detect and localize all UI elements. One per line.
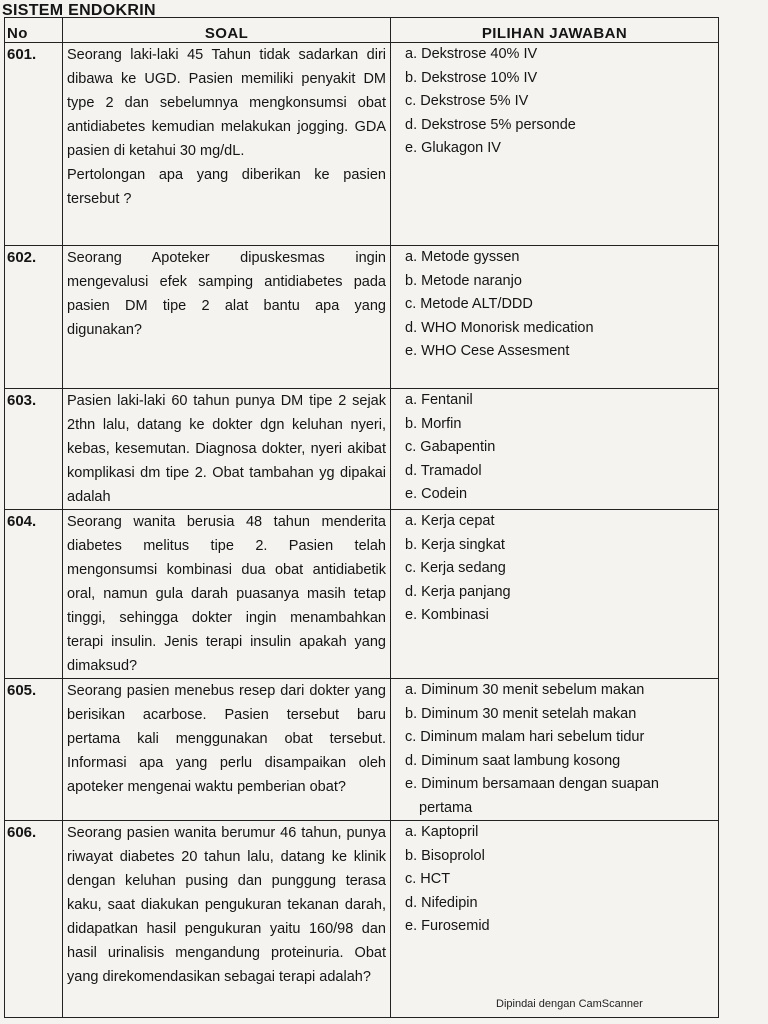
question-cell (63, 510, 391, 679)
question-cell (63, 821, 391, 1018)
table-row (5, 246, 719, 389)
page-title: SISTEM ENDOKRIN (2, 2, 156, 19)
option: e. Furosemid (405, 918, 490, 934)
option: a. Metode gyssen (405, 249, 520, 265)
question-text: Seorang wanita berusia 48 tahun menderita diabetes melitus tipe 2. Pasien telah mengonsumsi kombinasi dua obat antidiabetik oral, namun gula darah puasanya masih tetap tinggi, sehingga dokter ingin menambahkan terapi insulin. Jenis terapi insulin apakah yang dimaksud? (67, 514, 386, 674)
table-row (5, 389, 719, 510)
question-text: Seorang Apoteker dipuskesmas ingin mengevalusi efek samping antidiabetes pada pasien DM tipe 2 alat bantu apa yang digunakan? (67, 250, 386, 338)
table-row (5, 510, 719, 679)
option: e. Codein (405, 486, 468, 502)
answer-options (391, 510, 719, 679)
question-number: 602. (5, 246, 63, 389)
option: b. Kerja singkat (405, 536, 505, 553)
option: d. Nifedipin (405, 894, 478, 911)
question-text: Seorang laki-laki 45 Tahun tidak sadarkan diri dibawa ke UGD. Pasien memiliki penyakit DM type 2 dan sebelumnya mengkonsumsi obat antidiabetes kemudian melakukan jogging. GDA pasien di ketahui 30 mg/dL. (67, 47, 386, 159)
option: d. WHO Monorisk medication (405, 319, 594, 336)
option: c. HCT (405, 871, 451, 887)
header-no: No (5, 18, 63, 43)
scanner-watermark: Dipindai dengan CamScanner (496, 998, 643, 1010)
question-number: 604. (5, 510, 63, 679)
question-cell (63, 43, 391, 246)
option: a. Kaptopril (405, 824, 479, 840)
option-continuation: pertama (419, 799, 473, 816)
option: b. Metode naranjo (405, 272, 522, 289)
question-text: Seorang pasien wanita berumur 46 tahun, punya riwayat diabetes 20 tahun lalu, datang ke klinik dengan keluhan pusing dan punggung terasa kaku, saat diakukan pengukuran tekanan darah, didapatkan hasil pengukuran yaitu 160/98 dan hasil urinalisis mengandung proteinuria. Obat yang direkomendasikan sebagai terapi adalah? (67, 825, 386, 985)
answer-options (391, 389, 719, 510)
question-cell (63, 389, 391, 510)
answer-options (391, 821, 719, 1018)
table-row (5, 821, 719, 1018)
option: e. WHO Cese Assesment (405, 343, 570, 359)
option: d. Tramadol (405, 462, 482, 479)
table-header-row (5, 18, 719, 43)
option: c. Gabapentin (405, 439, 496, 455)
option: c. Metode ALT/DDD (405, 296, 533, 312)
question-cell (63, 679, 391, 821)
option: b. Diminum 30 menit setelah makan (405, 705, 637, 722)
question-number: 606. (5, 821, 63, 1018)
question-table (4, 17, 719, 1018)
answer-options (391, 43, 719, 246)
option: b. Dekstrose 10% IV (405, 69, 538, 86)
option: a. Dekstrose 40% IV (405, 46, 538, 62)
header-answers: PILIHAN JAWABAN (391, 18, 719, 43)
question-text: Pasien laki-laki 60 tahun punya DM tipe 2 sejak 2thn lalu, datang ke dokter dgn keluhan nyeri, kebas, kesemutan. Diagnosa dokter, nyeri akibat komplikasi dm tipe 2. Obat tambahan yg dipakai adalah (67, 393, 386, 505)
option: c. Diminum malam hari sebelum tidur (405, 729, 645, 745)
option: a. Kerja cepat (405, 513, 495, 529)
option: c. Dekstrose 5% IV (405, 93, 529, 109)
option: a. Diminum 30 menit sebelum makan (405, 682, 645, 698)
option: d. Kerja panjang (405, 583, 511, 600)
option: b. Bisoprolol (405, 847, 485, 864)
option: b. Morfin (405, 415, 462, 432)
table-row (5, 43, 719, 246)
answer-options (391, 679, 719, 821)
option: e. Diminum bersamaan dengan suapan (405, 776, 659, 792)
table-row (5, 679, 719, 821)
header-question: SOAL (63, 18, 391, 43)
question-cell (63, 246, 391, 389)
option: e. Glukagon IV (405, 140, 501, 156)
question-number: 601. (5, 43, 63, 246)
answer-options (391, 246, 719, 389)
question-text: Seorang pasien menebus resep dari dokter yang berisikan acarbose. Pasien tersebut baru pertama kali menggunakan obat tersebut. Informasi apa yang perlu disampaikan oleh apoteker mengenai waktu pemberian obat? (67, 683, 386, 795)
question-prompt: Pertolongan apa yang diberikan ke pasien tersebut ? (67, 167, 386, 207)
option: d. Diminum saat lambung kosong (405, 752, 621, 769)
option: a. Fentanil (405, 392, 473, 408)
option: c. Kerja sedang (405, 560, 506, 576)
option: e. Kombinasi (405, 607, 489, 623)
question-number: 603. (5, 389, 63, 510)
question-number: 605. (5, 679, 63, 821)
option: d. Dekstrose 5% personde (405, 116, 576, 133)
